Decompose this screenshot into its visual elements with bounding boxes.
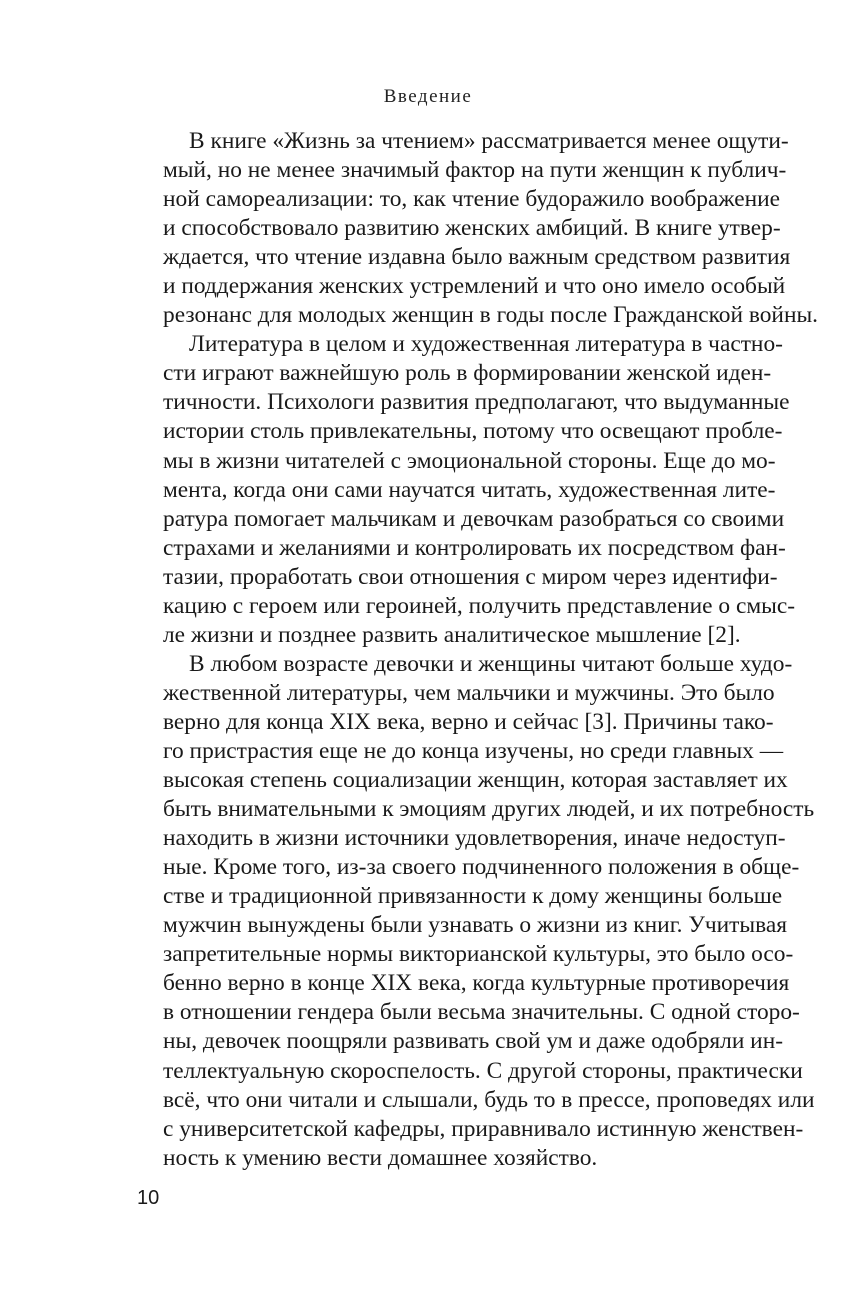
paragraph	[137, 330, 796, 650]
text-line: резонанс для молодых женщин в годы после Гражданской войны.	[163, 302, 819, 329]
text-line: и поддержания женских устремлений и что оно имело особый	[163, 273, 786, 300]
text-line: истории столь привлекательны, потому что освещают пробле-	[163, 418, 783, 445]
text-line: тичности. Психологи развития предполагают, что выдуманные	[163, 389, 790, 416]
text-line: всё, что они читали и слышали, будь то в прессе, проповедях или	[163, 1086, 815, 1113]
text-line: мый, но не менее значимый фактор на пути женщин к публич-	[163, 157, 787, 184]
text-line: го пристрастия еще не до конца изучены, но среди главных —	[163, 737, 784, 764]
text-line: страхами и желаниями и контролировать их посредством фан-	[163, 534, 786, 561]
text-line: ны, девочек поощряли развивать свой ум и даже одобряли ин-	[163, 1028, 784, 1055]
page-number: 10	[137, 1187, 160, 1209]
text-line: высокая степень социализации женщин, которая заставляет их	[163, 767, 788, 794]
text-line: Литература в целом и художественная литература в частно-	[189, 331, 783, 358]
text-line: мы в жизни читателей с эмоциональной стороны. Еще до мо-	[163, 447, 776, 474]
paragraph	[137, 127, 819, 330]
text-line: с университетской кафедры, приравнивало истинную женствен-	[163, 1115, 804, 1142]
text-line: мужчин вынуждены были узнавать о жизни из книг. Учитывая	[163, 912, 787, 939]
text-line: ле жизни и позднее развить аналитическое мышление [2].	[163, 621, 741, 648]
running-head: Введение	[383, 86, 473, 107]
text-line: находить в жизни источники удовлетворения, иначе недоступ-	[163, 825, 786, 852]
text-line: В книге «Жизнь за чтением» рассматривается менее ощути-	[189, 128, 789, 154]
text-line: теллектуальную скороспелость. С другой стороны, практически	[163, 1057, 803, 1084]
text-line: быть внимательными к эмоциям других людей, и их потребность	[163, 796, 815, 823]
text-line: жественной литературы, чем мальчики и мужчины. Это было	[163, 679, 775, 706]
text-line: мента, когда они сами научатся читать, художественная лите-	[163, 476, 776, 503]
text-line: и способствовало развитию женских амбиций. В книге утвер-	[163, 215, 781, 242]
text-line: кацию с героем или героиней, получить представление о смыс-	[163, 592, 796, 619]
paragraph	[137, 650, 815, 1173]
text-line: стве и традиционной привязанности к дому женщины больше	[163, 883, 783, 910]
text-line: ность к умению вести домашнее хозяйство.	[163, 1144, 598, 1171]
text-line: сти играют важнейшую роль в формировании женской иден-	[163, 360, 772, 387]
text-line: ждается, что чтение издавна было важным средством развития	[163, 244, 791, 271]
text-line: бенно верно в конце XIX века, когда культурные противоречия	[163, 970, 790, 997]
text-line: ратура помогает мальчикам и девочкам разобраться со своими	[163, 505, 785, 532]
text-line: ной самореализации: то, как чтение будоражило воображение	[163, 186, 781, 213]
text-line: тазии, проработать свои отношения с миром через идентифи-	[163, 563, 778, 590]
text-line: В любом возрасте девочки и женщины читают больше худо-	[189, 650, 793, 677]
text-line: ные. Кроме того, из-за своего подчиненного положения в обще-	[163, 854, 800, 881]
body-text	[137, 127, 819, 1173]
text-line: запретительные нормы викторианской культуры, это было осо-	[163, 941, 794, 968]
text-line: в отношении гендера были весьма значительны. С одной сторо-	[163, 999, 800, 1026]
text-line: верно для конца XIX века, верно и сейчас [3]. Причины тако-	[163, 708, 774, 735]
